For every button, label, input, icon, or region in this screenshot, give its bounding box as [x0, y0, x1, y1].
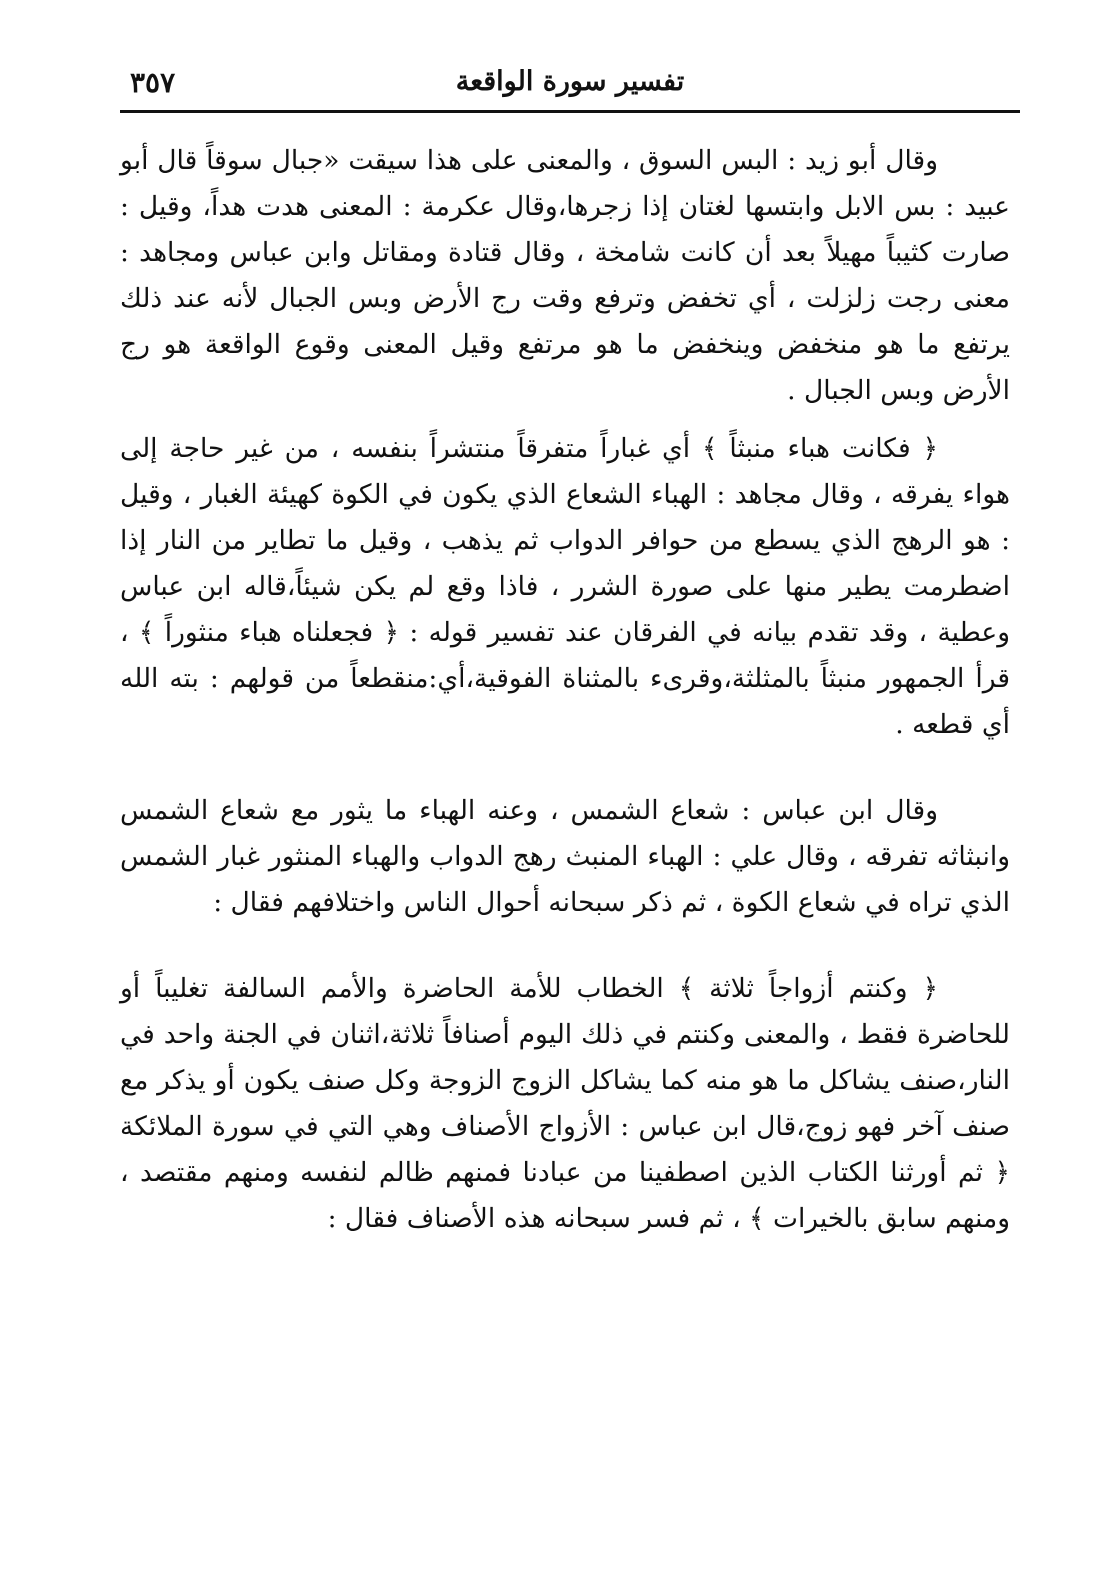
paragraph: ﴿ وكنتم أزواجاً ثلاثة ﴾ الخطاب للأمة الحاضرة والأمم السالفة تغليباً أو للحاضرة فقط ، والمعنى وكنتم في ذلك اليوم أصنافاً ثلاثة،اثنان في الجنة واحد في النار،صنف يشاكل ما هو منه كما يشاكل الزوج الزوجة وكل صنف يكون أو يذكر مع صنف آخر فهو زوج،قال ابن عباس : الأزواج الأصناف وهي التي في سورة الملائكة ﴿ ثم أورثنا الكتاب الذين اصطفينا من عبادنا فمنهم ظالم لنفسه ومنهم مقتصد ، ومنهم سابق بالخيرات ﴾ ، ثم فسر سبحانه هذه الأصناف فقال :: [120, 973, 1010, 1234]
running-title: تفسير سورة الواقعة: [455, 66, 685, 97]
page-number: ٣٥٧: [130, 66, 176, 99]
paragraph: وقال أبو زيد : البس السوق ، والمعنى على هذا سيقت «جبال سوقاً قال أبو عبيد : بس الابل وابتسها لغتان إذا زجرها،وقال عكرمة : المعنى هدت هداً، وقيل : صارت كثيباً مهيلاً بعد أن كانت شامخة ، وقال قتادة ومقاتل وابن عباس ومجاهد : معنى رجت زلزلت ، أي تخفض وترفع وقت رج الأرض وبس الجبال لأنه عند ذلك يرتفع ما هو منخفض وينخفض ما هو مرتفع وقيل المعنى وقوع الواقعة هو رج الأرض وبس الجبال .: [120, 145, 1010, 406]
page-header: [120, 62, 1020, 113]
paragraph: ﴿ فكانت هباء منبثاً ﴾ أي غباراً متفرقاً منتشراً بنفسه ، من غير حاجة إلى هواء يفرقه ، وقال مجاهد : الهباء الشعاع الذي يكون في الكوة كهيئة الغبار ، وقيل : هو الرهج الذي يسطع من حوافر الدواب ثم يذهب ، وقيل ما تطاير من النار إذا اضطرمت يطير منها على صورة الشرر ، فاذا وقع لم يكن شيئاً،قاله ابن عباس وعطية ، وقد تقدم بيانه في الفرقان عند تفسير قوله : ﴿ فجعلناه هباء منثوراً ﴾ ، قرأ الجمهور منبثاً بالمثلثة،وقرىء بالمثناة الفوقية،أي:منقطعاً من قولهم : بته الله أي قطعه .: [120, 433, 1010, 740]
page-body: [120, 138, 1010, 1242]
paragraph: وقال ابن عباس : شعاع الشمس ، وعنه الهباء ما يثور مع شعاع الشمس وانبثاثه تفرقه ، وقال علي : الهباء المنبث رهج الدواب والهباء المنثور غبار الشمس الذي تراه في شعاع الكوة ، ثم ذكر سبحانه أحوال الناس واختلافهم فقال :: [120, 795, 1010, 918]
